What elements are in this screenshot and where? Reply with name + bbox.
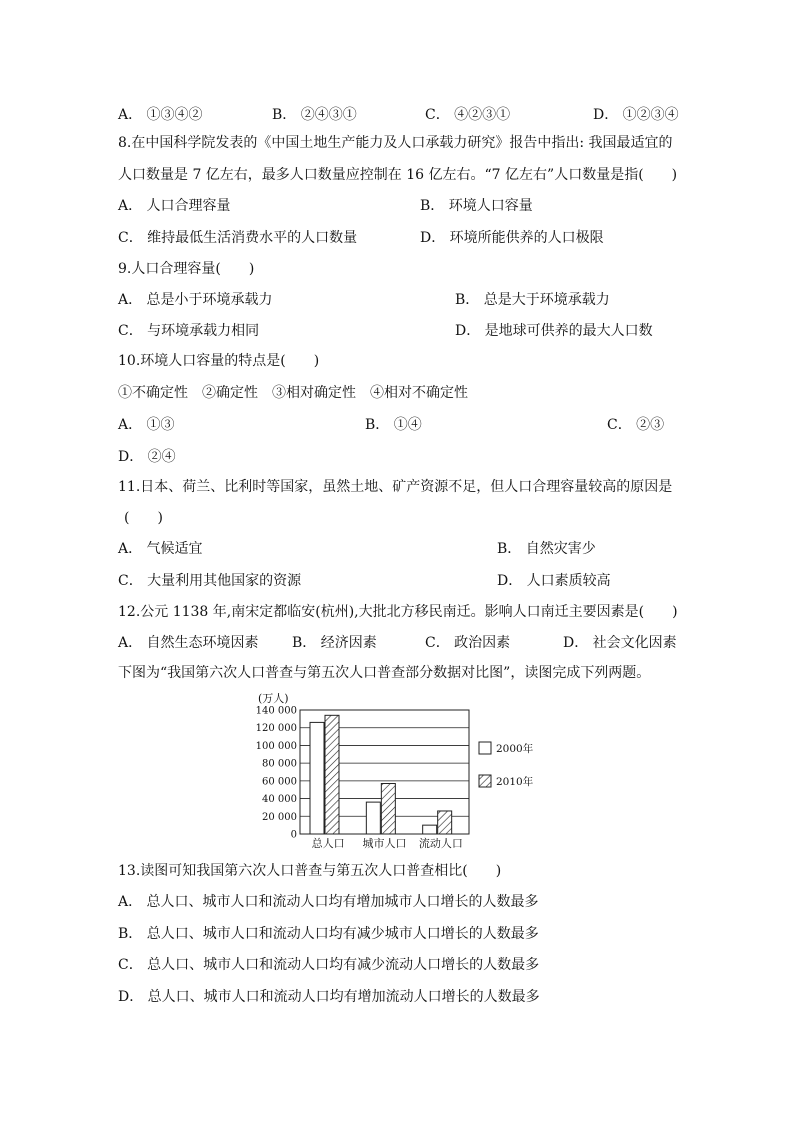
legend-label: 2010年 — [496, 776, 534, 788]
q12-stem: 12.公元 1138 年,南宋定都临安(杭州),大批北方移民南迁。影响人口南迁主要因素是( ) — [118, 604, 678, 620]
y-tick-label: 60 000 — [262, 776, 297, 788]
bar-2010年-城市人口 — [381, 784, 395, 834]
bar-2010年-流动人口 — [438, 811, 452, 834]
q8-stem-line1: 8.在中国科学院发表的《中国土地生产能力及人口承载力研究》报告中指出: 我国最适宜的 — [118, 135, 673, 151]
q13-option-a: A． 总人口、城市人口和流动人口均有增加城市人口增长的人数最多 — [118, 894, 539, 910]
x-category-label: 总人口 — [311, 837, 345, 850]
q7-option-d: D． ①②③④ — [593, 107, 679, 123]
legend-swatch — [479, 742, 491, 754]
y-tick-label: 100 000 — [255, 740, 297, 752]
q10-stem: 10.环境人口容量的特点是( ) — [118, 353, 320, 369]
q12-option-c: C． 政治因素 — [425, 635, 511, 651]
q11-stem-line2: ( ) — [124, 510, 163, 526]
q13-stem: 13.读图可知我国第六次人口普查与第五次人口普查相比( ) — [118, 863, 502, 879]
y-tick-label: 120 000 — [255, 723, 297, 735]
q11-option-a: A． 气候适宜 — [118, 541, 203, 557]
q13-option-c: C． 总人口、城市人口和流动人口均有减少流动人口增长的人数最多 — [118, 957, 540, 973]
q11-option-d: D． 人口素质较高 — [497, 573, 611, 589]
x-category-label: 流动人口 — [418, 837, 463, 850]
q9-option-a: A． 总是小于环境承载力 — [118, 292, 273, 308]
x-category-label: 城市人口 — [362, 837, 407, 850]
q7-option-a: A． ①③④② — [118, 107, 203, 123]
legend-label: 2000年 — [496, 743, 534, 755]
q11-option-c: C． 大量利用其他国家的资源 — [118, 573, 302, 589]
q10-option-b: B． ①④ — [365, 417, 422, 433]
y-tick-label: 20 000 — [262, 811, 297, 823]
q12-option-d: D． 社会文化因素 — [563, 635, 677, 651]
y-tick-label: 0 — [290, 829, 297, 841]
q8-option-d: D． 环境所能供养的人口极限 — [420, 230, 604, 246]
q10-items: ①不确定性 ②确定性 ③相对确定性 ④相对不确定性 — [118, 385, 468, 401]
q8-stem-line2: 人口数量是 7 亿左右，最多人口数量应控制在 16 亿左右。“7 亿左右”人口数量是指( ) — [118, 167, 678, 183]
q9-option-b: B． 总是大于环境承载力 — [455, 292, 610, 308]
q7-option-c: C． ④②③① — [425, 107, 511, 123]
q10-option-c: C． ②③ — [607, 417, 665, 433]
population-census-bar-chart — [250, 690, 550, 855]
q11-stem-line1: 11.日本、荷兰、比利时等国家，虽然土地、矿产资源不足，但人口合理容量较高的原因是 — [118, 479, 673, 495]
y-tick-label: 80 000 — [262, 758, 297, 770]
bar-2000年-总人口 — [310, 722, 324, 834]
q7-option-b: B． ②④③① — [272, 107, 357, 123]
q12-option-a: A． 自然生态环境因素 — [118, 635, 259, 651]
legend-swatch — [479, 775, 491, 787]
q12-option-b: B． 经济因素 — [292, 635, 377, 651]
q13-option-d: D． 总人口、城市人口和流动人口均有增加流动人口增长的人数最多 — [118, 989, 540, 1005]
q11-option-b: B． 自然灾害少 — [497, 541, 596, 557]
q8-option-b: B． 环境人口容量 — [420, 198, 533, 214]
q10-option-d: D． ②④ — [118, 449, 176, 465]
bar-2010年-总人口 — [325, 715, 339, 834]
q9-option-c: C． 与环境承载力相同 — [118, 323, 260, 339]
y-tick-label: 40 000 — [262, 794, 297, 806]
q8-option-c: C． 维持最低生活消费水平的人口数量 — [118, 230, 358, 246]
q9-option-d: D． 是地球可供养的最大人口数 — [455, 323, 653, 339]
q8-option-a: A． 人口合理容量 — [118, 198, 231, 214]
y-unit-label: (万人) — [258, 692, 289, 705]
chart-intro: 下图为“我国第六次人口普查与第五次人口普查部分数据对比图”，读图完成下列两题。 — [118, 665, 651, 681]
bar-2000年-城市人口 — [366, 802, 380, 834]
q13-option-b: B． 总人口、城市人口和流动人口均有减少城市人口增长的人数最多 — [118, 926, 539, 942]
q10-option-a: A． ①③ — [118, 417, 175, 433]
q9-stem: 9.人口合理容量( ) — [118, 261, 255, 277]
y-tick-label: 140 000 — [255, 705, 297, 717]
bar-2000年-流动人口 — [423, 825, 437, 834]
